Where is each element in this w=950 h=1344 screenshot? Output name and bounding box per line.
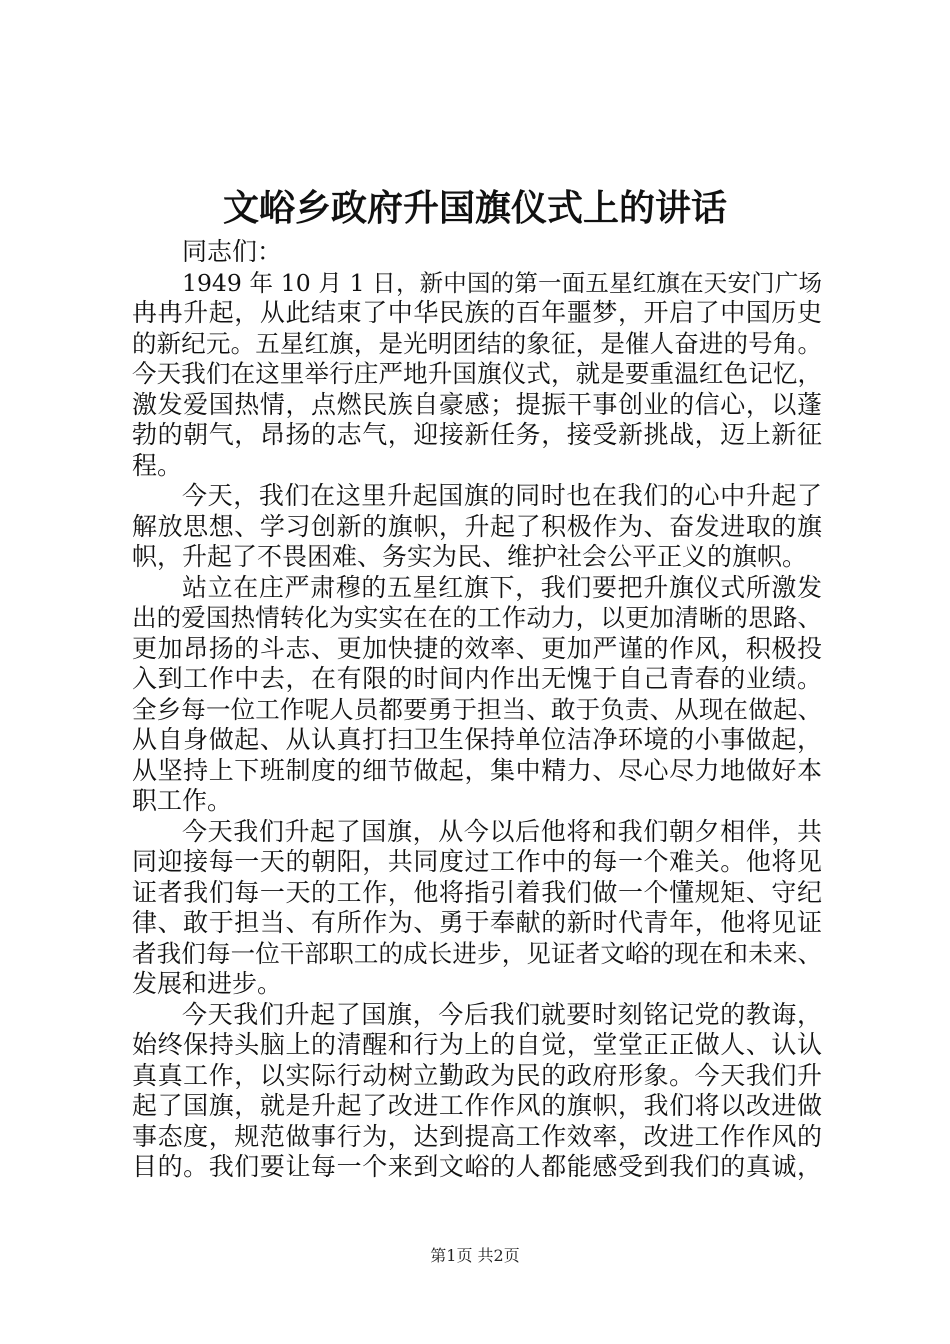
paragraph-line: 者我们每一位干部职工的成长进步，见证者文峪的现在和未来、 bbox=[132, 938, 822, 968]
page-number-footer: 第1页 共2页 bbox=[430, 1246, 520, 1265]
body-paragraph bbox=[132, 481, 822, 573]
body-paragraph bbox=[132, 817, 822, 1000]
paragraph-line: 勃的朝气，昂扬的志气，迎接新任务，接受新挑战，迈上新征 bbox=[132, 420, 822, 449]
paragraph-line: 全乡每一位工作呢人员都要勇于担当、敢于负责、从现在做起、 bbox=[132, 694, 822, 724]
paragraph-line: 出的爱国热情转化为实实在在的工作动力，以更加清晰的思路、 bbox=[132, 603, 822, 632]
body-paragraph bbox=[132, 1000, 822, 1183]
paragraph-line: 冉冉升起，从此结束了中华民族的百年噩梦，开启了中国历史 bbox=[132, 298, 822, 327]
paragraph-line: 事态度，规范做事行为，达到提高工作效率，改进工作作风的 bbox=[132, 1121, 822, 1151]
salutation-paragraph bbox=[132, 237, 822, 268]
paragraph-line: 今天我们升起了国旗，从今以后他将和我们朝夕相伴，共 bbox=[182, 816, 822, 846]
body-paragraph bbox=[132, 268, 822, 482]
paragraph-line: 真真工作，以实际行动树立勤政为民的政府形象。今天我们升 bbox=[132, 1060, 822, 1090]
paragraph-line: 站立在庄严肃穆的五星红旗下，我们要把升旗仪式所激发 bbox=[182, 572, 822, 602]
paragraph-line: 证者我们每一天的工作，他将指引着我们做一个懂规矩、守纪 bbox=[132, 877, 822, 907]
paragraph-line: 同迎接每一天的朝阳，共同度过工作中的每一个难关。他将见 bbox=[132, 847, 822, 876]
paragraph-line: 目的。我们要让每一个来到文峪的人都能感受到我们的真诚， bbox=[132, 1152, 822, 1181]
paragraph-line: 帜，升起了不畏困难、务实为民、维护社会公平正义的旗帜。 bbox=[132, 542, 808, 571]
paragraph-line: 的新纪元。五星红旗，是光明团结的象征，是催人奋进的号角。 bbox=[132, 328, 822, 358]
paragraph-line: 职工作。 bbox=[132, 786, 233, 815]
paragraph-line: 发展和进步。 bbox=[132, 969, 283, 998]
paragraph-line: 从自身做起、从认真打扫卫生保持单位洁净环境的小事做起， bbox=[132, 725, 822, 754]
paragraph-line: 入到工作中去，在有限的时间内作出无愧于自己青春的业绩。 bbox=[132, 664, 822, 693]
paragraph-line: 始终保持头脑上的清醒和行为上的自觉，堂堂正正做人、认认 bbox=[132, 1030, 822, 1059]
paragraph-line: 今天，我们在这里升起国旗的同时也在我们的心中升起了 bbox=[182, 481, 822, 510]
paragraph-line: 今天我们升起了国旗，今后我们就要时刻铭记党的教诲， bbox=[182, 999, 822, 1029]
paragraph-line: 激发爱国热情，点燃民族自豪感；提振干事创业的信心，以蓬 bbox=[132, 389, 822, 419]
paragraph-line: 解放思想、学习创新的旗帜，升起了积极作为、奋发进取的旗 bbox=[132, 511, 822, 541]
body-paragraph bbox=[132, 573, 822, 817]
paragraph-line: 同志们： bbox=[182, 237, 283, 266]
paragraph-line: 程。 bbox=[132, 450, 183, 480]
paragraph-line: 更加昂扬的斗志、更加快捷的效率、更加严谨的作风，积极投 bbox=[132, 633, 822, 663]
document-title: 文峪乡政府升国旗仪式上的讲话 bbox=[222, 187, 727, 229]
paragraph-line: 今天我们在这里举行庄严地升国旗仪式，就是要重温红色记忆， bbox=[132, 359, 822, 388]
paragraph-line: 1949 年 10 月 1 日，新中国的第一面五星红旗在天安门广场 bbox=[182, 268, 822, 297]
paragraph-line: 起了国旗，就是升起了改进工作作风的旗帜，我们将以改进做 bbox=[132, 1091, 822, 1120]
document-body bbox=[132, 237, 822, 1183]
paragraph-line: 从坚持上下班制度的细节做起，集中精力、尽心尽力地做好本 bbox=[132, 755, 822, 785]
paragraph-line: 律、敢于担当、有所作为、勇于奉献的新时代青年，他将见证 bbox=[132, 908, 822, 937]
